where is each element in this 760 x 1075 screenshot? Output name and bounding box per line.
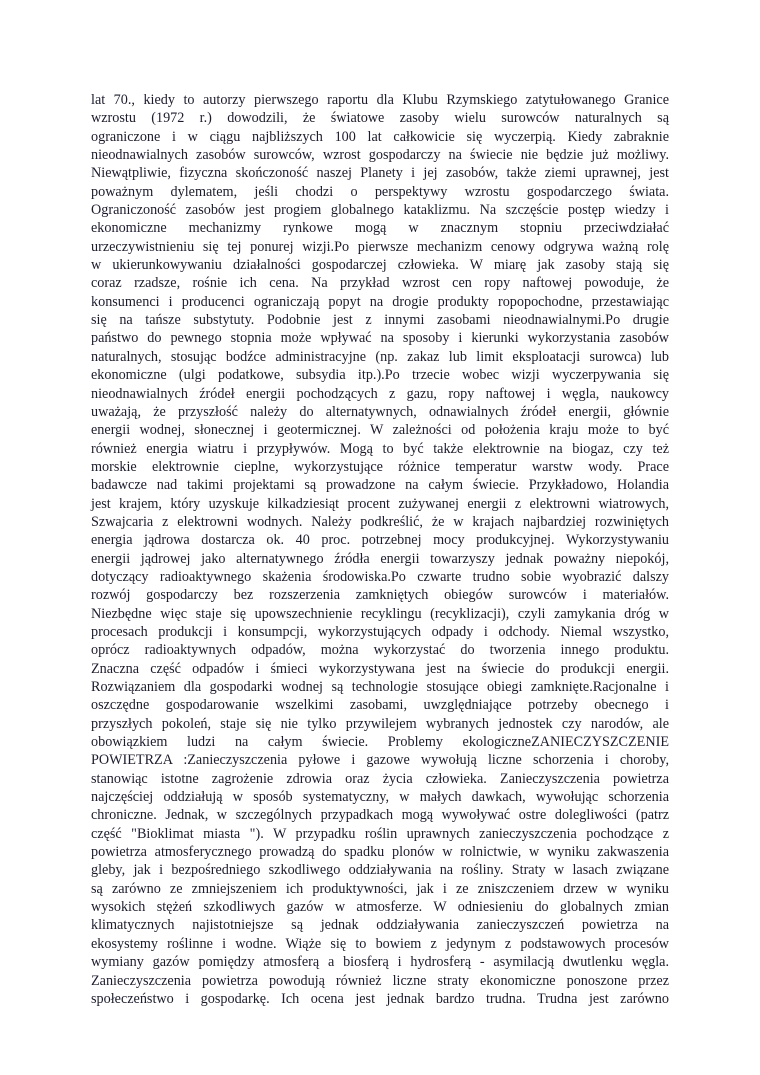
text-line: nieodnawialnych zasobów surowców, wzrost gospodarczy na świecie nie będzie już możliwy.: [91, 147, 669, 164]
text-line: energia jądrowa dostarcza ok. 40 proc. potrzebnej mocy produkcyjnej. Wykorzystywaniu: [91, 532, 669, 549]
text-line: się na tańsze substytuty. Podobnie jest z innymi zasobami nieodnawialnymi.Po drugie: [91, 312, 669, 329]
text-line: urzeczywistnieniu się tej ponurej wizji.Po pierwsze mechanizm cenowy odgrywa ważną rolę: [91, 238, 669, 255]
text-line: ekonomiczne mechanizmy rynkowe mogą w znacznym stopniu przeciwdziałać: [91, 220, 669, 237]
text-line: rozwój gospodarczy bez rozszerzenia zamkniętych obiegów surowców i materiałów.: [91, 587, 669, 604]
text-line: Niezbędne więc staje się upowszechnienie recyklingu (recyklizacji), czyli zamykania dróg w: [91, 605, 669, 622]
text-line: badawcze nad takimi projektami są prowadzone na całym świecie. Przykładowo, Holandia: [91, 477, 669, 494]
text-line: społeczeństwo i gospodarkę. Ich ocena jest jednak bardzo trudna. Trudna jest zarówno: [91, 990, 669, 1007]
text-line: stanowiąc istotne zagrożenie zdrowia oraz życia człowieka. Zanieczyszczenia powietrza: [91, 770, 669, 787]
text-line: państwo do pewnego stopnia może wpływać na sposoby i kierunki wykorzystania zasobów: [91, 330, 669, 347]
text-line: również energia wiatru i przypływów. Mogą to być także elektrownie na biogaz, czy też: [91, 440, 669, 457]
text-line: ograniczone i w ciągu najbliższych 100 lat całkowicie się wyczerpią. Kiedy zabraknie: [91, 128, 669, 145]
text-line: obowiązkiem ludzi na całym świecie. Problemy ekologiczneZANIECZYSZCZENIE: [91, 734, 669, 751]
text-line: energii jądrowej jako alternatywnego źródła energii towarzyszy jednak poważny niepokój,: [91, 550, 669, 567]
text-line: w ukierunkowywaniu działalności gospodarczej człowieka. W miarę jak zasoby stają się: [91, 257, 669, 274]
text-line: wysokich stężeń szkodliwych gazów w atmosferze. W odniesieniu do globalnych zmian: [91, 899, 669, 916]
text-line: Rozwiązaniem dla gospodarki wodnej są technologie stosujące obiegi zamknięte.Racjonalne i: [91, 679, 669, 695]
text-line: powietrza atmosferycznego prowadzą do spadku plonów w rolnictwie, w wyniku zakwaszenia: [91, 844, 669, 861]
text-line: wzrostu (1972 r.) dowodzili, że światowe zasoby wielu surowców naturalnych są: [91, 110, 669, 127]
text-line: dotyczący radioaktywnego skażenia środowiska.Po czwarte trudno sobie wyobrazić dalszy: [91, 568, 669, 585]
text-line: Znaczna część odpadów i śmieci wykorzystywana jest na świecie do produkcji energii.: [91, 660, 669, 677]
text-line: ekonomiczne (ulgi podatkowe, subsydia itp.).Po trzecie wobec wizji wyczerpywania się: [91, 367, 669, 384]
text-line: gleby, jak i bezpośredniego szkodliwego oddziaływania na rośliny. Straty w lasach związane: [91, 862, 669, 879]
text-line: morskie elektrownie cieplne, wykorzystujące różnice temperatur warstw wody. Prace: [91, 458, 669, 475]
text-line: jest krajem, który uzyskuje kilkadziesiąt procent zużywanej energii z elektrowni wiatrowych,: [91, 495, 669, 512]
text-line: Szwajcaria z elektrowni wodnych. Należy podkreślić, że w krajach najbardziej rozwiniętych: [91, 513, 669, 530]
text-line: przyszłych pokoleń, staje się nie tylko przywilejem wybranych jednostek czy narodów, ale: [91, 715, 669, 732]
text-line: są zarówno ze zmniejszeniem ich produktywności, jak i ze zniszczeniem drzew w wyniku: [91, 880, 669, 897]
text-line: poważnym dylematem, jeśli chodzi o perspektywy wzrostu gospodarczego świata.: [91, 183, 669, 200]
text-line: lat 70., kiedy to autorzy pierwszego raportu dla Klubu Rzymskiego zatytułowanego Granice: [91, 92, 669, 108]
text-line: Zanieczyszczenia powietrza powodują również liczne straty ekonomiczne ponoszone przez: [91, 972, 669, 989]
text-line: klimatycznych najistotniejsze są jednak oddziaływania zanieczyszczeń powietrza na: [91, 917, 669, 934]
text-line: naturalnych, stosując bodźce administracyjne (np. zakaz lub limit eksploatacji surowca) lub: [91, 348, 669, 365]
text-line: POWIETRZA :Zanieczyszczenia pyłowe i gazowe wywołują liczne schorzenia i choroby,: [91, 752, 669, 769]
text-line: ekosystemy roślinne i wodne. Wiąże się to bowiem z jedynym z podstawowych procesów: [91, 935, 669, 952]
text-line: Ograniczoność zasobów jest progiem globalnego kataklizmu. Na szczęście postęp wiedzy i: [91, 202, 669, 219]
text-line: najczęściej oddziałują w sposób systematyczny, w małych dawkach, wywołując schorzenia: [91, 789, 669, 806]
text-line: nieodnawialnych źródeł energii pochodzących z gazu, ropy naftowej i węgla, naukowcy: [91, 385, 669, 402]
text-line: konsumenci i producenci ograniczają popyt na drogie produkty ropopochodne, przestawiając: [91, 293, 669, 310]
body-text: [91, 91, 669, 1008]
text-line: procesach produkcji i konsumpcji, wykorzystujących odpady i odchody. Niemal wszystko,: [91, 623, 669, 640]
text-line: Niewątpliwie, fizyczna skończoność naszej Planety i jej zasobów, także ziemi uprawnej, jest: [91, 165, 669, 182]
text-line: chroniczne. Jednak, w szczególnych przypadkach mogą wywoływać ostre dolegliwości (patrz: [91, 807, 669, 824]
text-line: oszczędne gospodarowanie wszelkimi zasobami, uwzględniające potrzeby obecnego i: [91, 697, 669, 714]
text-line: uważają, że przyszłość należy do alternatywnych, odnawialnych źródeł energii, głównie: [91, 403, 669, 420]
text-line: coraz rzadsze, rośnie ich cena. Na przykład wzrost cen ropy naftowej powoduje, że: [91, 275, 669, 292]
text-line: część "Bioklimat miasta "). W przypadku roślin uprawnych zanieczyszczenia pochodzące z: [91, 825, 669, 842]
text-line: wymiany gazów pomiędzy atmosferą a biosferą i hydrosferą - asymilacją dwutlenku węgla.: [91, 954, 669, 971]
text-line: energii wodnej, słonecznej i geotermicznej. W zależności od położenia kraju może to być: [91, 422, 669, 439]
text-line: oprócz radioaktywnych odpadów, można wykorzystać do tworzenia innego produktu.: [91, 642, 669, 659]
